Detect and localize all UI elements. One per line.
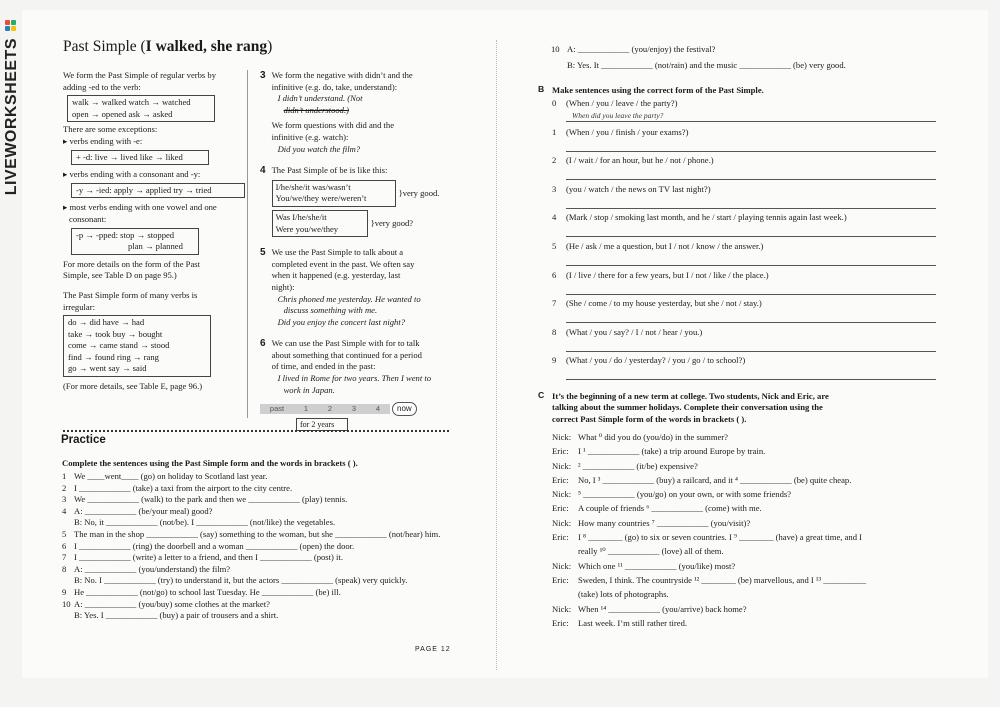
list-item[interactable]: 0 (When / you / leave / the party?) When did you leave the party? — [552, 98, 942, 127]
list-item[interactable]: 5 (He / ask / me a question, but I / not / know / the answer.) — [552, 241, 942, 270]
dialogue-line[interactable]: Nick: What ⁰ did you do (you/do) in the summer? — [552, 432, 728, 442]
answer-line[interactable] — [566, 179, 936, 180]
brand-name: LIVEWORKSHEETS — [3, 38, 20, 196]
list-item[interactable]: 6 (I / live / there for a few years, but I / not / like / the place.) — [552, 270, 942, 299]
dialogue-line[interactable]: Nick: How many countries ⁷ ____________ (you/visit)? — [552, 517, 751, 528]
list-item[interactable]: 6 I ____________ (ring) the doorbell and a woman ____________ (open) the door. — [62, 540, 355, 551]
be-positive-box: I/he/she/it was/wasn’t You/we/they were/weren’t — [272, 180, 396, 207]
dialogue-line[interactable]: Nick: When ¹⁴ ____________ (you/arrive) back home? — [552, 603, 747, 614]
list-item[interactable]: B: Yes. I ____________ (buy) a pair of trousers and a shirt. — [74, 610, 279, 621]
list-item[interactable]: 8 (What / you / say? / I / not / hear / you.) — [552, 327, 942, 356]
list-item[interactable]: 4 (Mark / stop / smoking last month, and he / start / playing tennis again last week.) — [552, 212, 942, 241]
list-item[interactable]: 3 (you / watch / the news on TV last night?) — [552, 184, 942, 213]
practice-heading: Practice — [61, 434, 106, 446]
dialogue-line[interactable]: Eric: Last week. I’m still rather tired. — [552, 617, 688, 628]
answer-line[interactable] — [566, 379, 936, 380]
list-item[interactable]: B: No. I ____________ (try) to understand it, but the actors ____________ (speak) very quickly. — [74, 575, 408, 586]
irregular-verbs-box: do → did have → had take → took buy → bought come → came stand → stood find → found ring → rang go → went say → said — [63, 315, 211, 377]
answer-line[interactable] — [566, 322, 936, 323]
list-item[interactable]: 4 A: ____________ (be/your meal) good? — [62, 505, 213, 516]
dialogue-line[interactable]: really ¹⁰ ____________ (love) all of them. — [578, 546, 724, 557]
list-item[interactable]: 8 A: ____________ (you/understand) the film? — [62, 563, 231, 574]
liveworksheets-logo-icon — [5, 20, 17, 34]
answer-line[interactable] — [566, 294, 936, 295]
exercise-a-instruction: Complete the sentences using the Past Simple form and the words in brackets ( ). — [62, 458, 358, 468]
exercise-a-list — [62, 471, 462, 622]
dialogue-line[interactable]: Eric: No, I ³ ____________ (buy) a railcard, and it ⁴ ____________ (be) quite cheap. — [552, 474, 852, 485]
conversation — [552, 430, 947, 630]
dialogue-line[interactable]: Eric: I ¹ ____________ (take) a trip around Europe by train. — [552, 446, 766, 457]
dialogue-line[interactable]: Eric: A couple of friends ⁶ ____________ (come) with me. — [552, 503, 762, 514]
exercise-b-label: B — [538, 84, 545, 94]
dialogue-line[interactable]: Nick: Which one ¹¹ ____________ (you/like) most? — [552, 560, 736, 571]
exercise-b-instruction: Make sentences using the correct form of the Past Simple. — [552, 85, 764, 95]
list-item[interactable]: 3 We ____________ (walk) to the park and then we ____________ (play) tennis. — [62, 494, 348, 505]
dialogue-line[interactable]: Nick: ⁵ ____________ (you/go) on your own, or with some friends? — [552, 489, 792, 500]
list-item[interactable]: 10 A: ____________ (you/enjoy) the festival? — [551, 44, 716, 54]
exercise-c-instruction: It’s the beginning of a new term at college. Two students, Nick and Eric, are talking about the summer holidays. Complete their conversation using the correct Past Simple form of the words in brackets ( ). — [552, 391, 829, 424]
dialogue-line[interactable]: Nick: ² ____________ (it/be) expensive? — [552, 460, 698, 471]
grammar-left-column: We form the Past Simple of regular verbs by adding -ed to the verb: walk → walked watch → watched open → opened ask → asked There are some exceptions: ▸ verbs ending with -e: + -d: live → lived like → liked ▸ verbs ending with a consonant and -y: -y → -ied: apply → applied try → tried ▸ most verbs ending with one vowel and one consonant: -p → -pped: stop → stopped plan → planned For more details on the form of the Past Simple, see Table D on page 95.) The Past Simple form of many verbs is irregular: do → did have → had take → took buy → bought come → came stand → stood find → found ring → rang go → went say → said (For more details, see Table E, page 96.) — [63, 70, 243, 393]
e-verbs-box: + -d: live → lived like → liked — [71, 150, 209, 166]
answer-line[interactable] — [566, 208, 936, 209]
list-item[interactable]: 1 We ____went____ (go) on holiday to Scotland last year. — [62, 471, 268, 481]
exercise-b-list — [552, 98, 942, 384]
list-item[interactable]: B: Yes. It ____________ (not/rain) and the music ____________ (be) very good. — [567, 60, 846, 70]
list-item[interactable]: B: No, it ____________ (not/be). I ____________ (not/like) the vegetables. — [74, 517, 336, 528]
list-item[interactable]: 7 (She / come / to my house yesterday, but she / not / stay.) — [552, 298, 942, 327]
timeline-note: for 2 years — [296, 418, 348, 432]
list-item[interactable]: 2 (I / wait / for an hour, but he / not / phone.) — [552, 155, 942, 184]
example-answer: When did you leave the party? — [572, 111, 664, 120]
page-number: PAGE 12 — [415, 646, 451, 653]
list-item[interactable]: 9 (What / you / do / yesterday? / you / go / to school?) — [552, 355, 942, 384]
answer-line[interactable] — [566, 351, 936, 352]
regular-verbs-box: walk → walked watch → watched open → opened ask → asked — [67, 95, 215, 122]
list-item[interactable]: 7 I ____________ (write) a letter to a friend, and then I ____________ (post) it. — [62, 552, 343, 563]
answer-line[interactable] — [566, 151, 936, 152]
list-item[interactable]: 5 The man in the shop ____________ (say) something to the woman, but she ____________ (not/hear) him. — [62, 528, 441, 539]
list-item[interactable]: 9 He ____________ (not/go) to school last Tuesday. He ____________ (be) ill. — [62, 586, 341, 597]
exercise-c-label: C — [538, 390, 545, 400]
dialogue-line[interactable]: Eric: Sweden, I think. The countryside ¹² ________ (be) marvellous, and I ¹³ __________ — [552, 574, 867, 585]
answer-line[interactable] — [566, 265, 936, 266]
list-item[interactable]: 10 A: ____________ (you/buy) some clothes at the market? — [62, 598, 270, 609]
page-title: Past Simple (I walked, she rang) — [63, 38, 273, 55]
list-item[interactable]: 2 I ____________ (take) a taxi from the airport to the city centre. — [62, 482, 293, 493]
list-item[interactable]: 1 (When / you / finish / your exams?) — [552, 127, 942, 156]
timeline-now: now — [392, 402, 417, 416]
dialogue-line[interactable]: (take) lots of photographs. — [578, 589, 669, 600]
dialogue-line[interactable]: Eric: I ⁸ ________ (go) to six or seven countries. I ⁹ ________ (have) a great time, and I — [552, 532, 863, 543]
brand-strip — [2, 10, 20, 210]
grammar-middle-column: 3 We form the negative with didn’t and the infinitive (e.g. do, take, understand): I didn’t understand. (Not didn’t understood.) We form questions with did and the infinitive (e.g. watch): Did you watch the film? 4 The Past Simple of be is like this: I/he/she/it was/wasn’t You/we/they were/weren’t } very good. Was I/he/she/it Were you/we/they } very good? 5 We use the Past Simple to talk about a completed event in the past. We often say when it happened (e.g. yesterday, last night): Chris phoned me yesterday. He wanted to discuss something with me. Did you enjoy the concert last night? 6 We can use the Past Simple with for to talk about something that continued for a period of time, and ended in the past: I lived in Rome for two years. Then I went to work in Japan. past 1 2 3 4 now for 2 years — [260, 70, 450, 431]
pp-verbs-box: -p → -pped: stop → stopped plan → planned — [71, 228, 199, 255]
column-divider — [247, 70, 248, 418]
page-gutter — [496, 40, 497, 670]
be-question-box: Was I/he/she/it Were you/we/they — [272, 210, 368, 237]
y-verbs-box: -y → -ied: apply → applied try → tried — [71, 183, 245, 199]
practice-divider — [63, 430, 449, 432]
answer-line[interactable] — [566, 236, 936, 237]
timeline-diagram: past 1 2 3 4 now — [260, 402, 450, 416]
